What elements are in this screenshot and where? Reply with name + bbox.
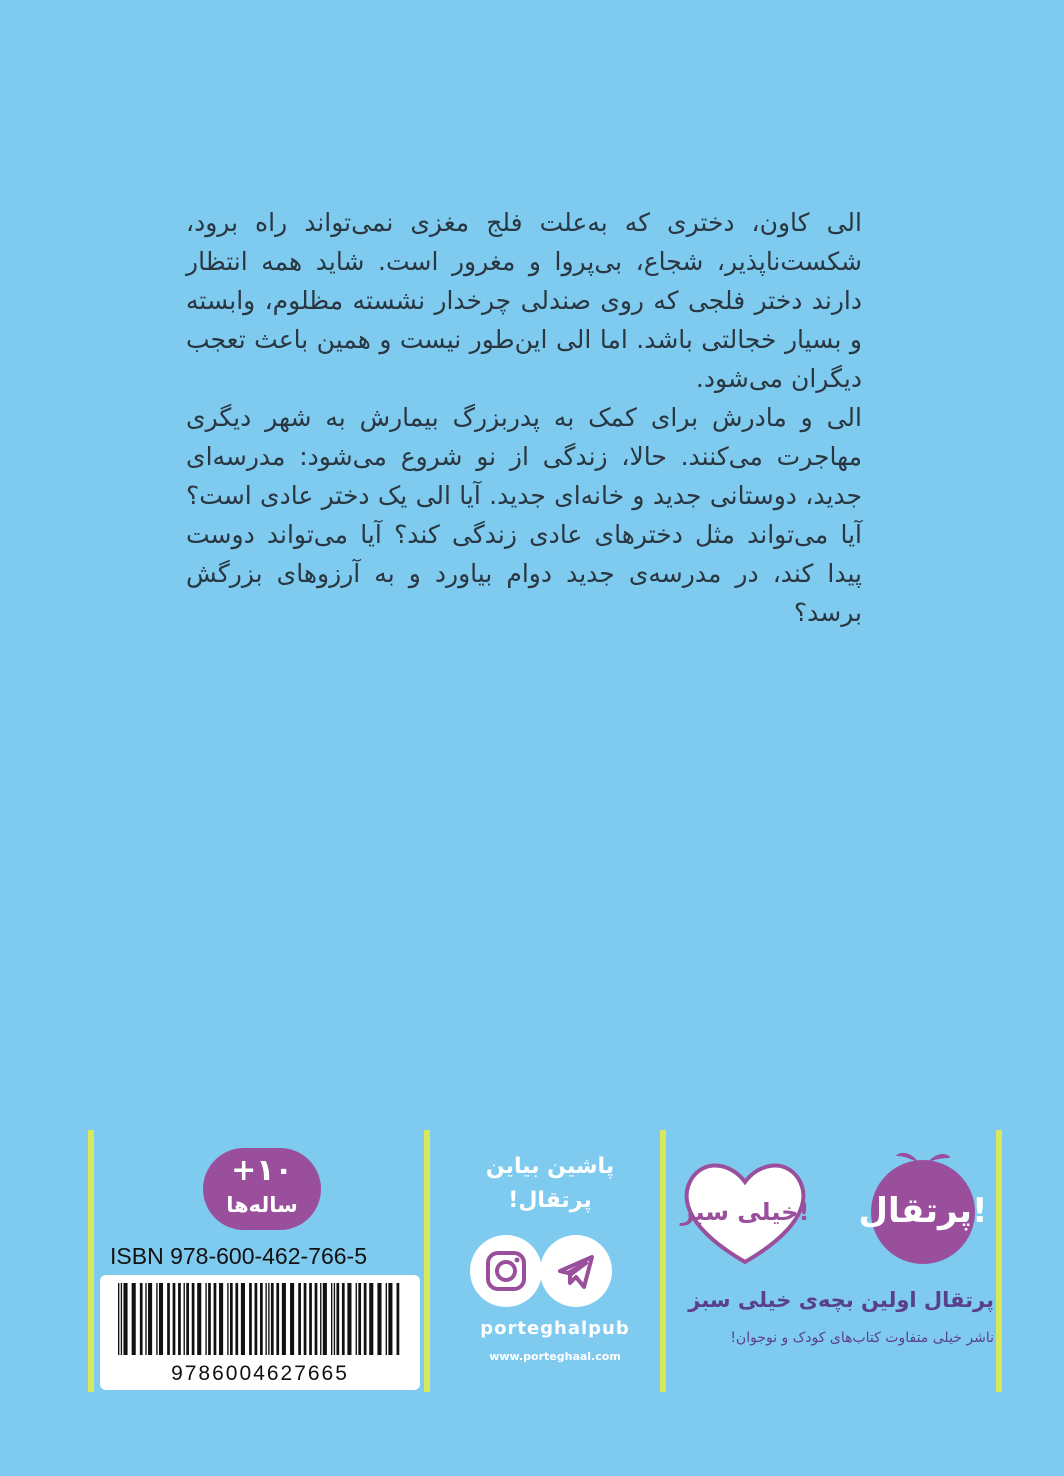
barcode-bar [186,1283,189,1355]
follow-line-1: پاشین بیاین [485,1154,615,1179]
barcode-bar [282,1283,286,1355]
barcode-bar [159,1283,163,1355]
barcode-bar [386,1283,387,1355]
telegram-icon[interactable] [540,1235,612,1307]
barcode-bar [388,1283,392,1355]
barcode-bar [145,1283,146,1355]
follow-line-2: پرتقال! [508,1188,592,1213]
barcode-bar [347,1283,351,1355]
barcode-bar [219,1283,223,1355]
barcode-bar [356,1283,357,1355]
publisher-logo [858,1150,988,1266]
barcode-bar [276,1283,279,1355]
barcode-bars [118,1283,402,1355]
age-label: ساله‌ها [226,1193,298,1217]
barcode-bar [241,1283,245,1355]
barcode-bar [323,1283,327,1355]
age-badge [203,1148,321,1230]
barcode-bar [336,1283,339,1355]
barcode-bar [320,1283,321,1355]
barcode-bar [123,1283,127,1355]
barcode-bar [167,1283,170,1355]
blurb-paragraph-1: الی کاون، دختری که به‌علت فلج مغزی نمی‌تواند راه برود، شکست‌ناپذیر، شجاع، بی‌پروا و مغرور است. شاید همه انتظار دارند دختر فلجی که روی صندلی چرخدار نشسته مظلوم، وابسته و بسیار خجالتی باشد. اما الی این‌طور نیست و همین باعث تعجب دیگران می‌شود. [186,208,862,393]
follow-text [440,1150,660,1218]
barcode-digits: 9786004627665 [171,1362,349,1385]
blurb-paragraph-2: الی و مادرش برای کمک به پدربزرگ بیمارش به شهر دیگری مهاجرت می‌کنند. حالا، زندگی از نو شروع می‌شود: مدرسه‌ای جدید، دوستانی جدید و خانه‌ای جدید. آیا الی یک دختر عادی است؟ آیا می‌تواند مثل دخترهای عادی زندگی کند؟ آیا می‌تواند دوست پیدا کند، در مدرسه‌ی جدید دوام بیاورد و به آرزوهای بزرگش برسد؟ [186,403,862,627]
isbn-label: ISBN 978-600-462-766-5 [110,1243,367,1269]
svg-text:خیلی سبز!: خیلی سبز! [680,1198,810,1226]
barcode-bar [214,1283,217,1355]
barcode-bar [331,1283,332,1355]
barcode-bar [208,1283,211,1355]
barcode-bar [230,1283,233,1355]
barcode-bar [304,1283,307,1355]
social-handle[interactable]: porteghalpub [480,1318,630,1339]
barcode-bar [298,1283,301,1355]
barcode-bar [271,1283,274,1355]
barcode-bar [397,1283,400,1355]
age-number: +۱۰ [231,1153,293,1188]
barcode-bar [178,1283,181,1355]
barcode-bar [192,1283,195,1355]
divider-bar [996,1130,1002,1392]
barcode-bar [184,1283,185,1355]
barcode-bar [334,1283,335,1355]
barcode-bar [132,1283,136,1355]
barcode-bar [265,1283,266,1355]
back-cover-blurb [186,203,862,632]
barcode-bar [121,1283,122,1355]
instagram-icon[interactable] [470,1235,542,1307]
barcode-bar [205,1283,206,1355]
publisher-slogan: پرتقال اولین بچه‌ی خیلی سبز [688,1288,994,1312]
barcode-bar [315,1283,318,1355]
barcode-bar [255,1283,258,1355]
barcode-bar [156,1283,157,1355]
divider-bar [88,1130,94,1392]
barcode-bar [342,1283,345,1355]
barcode-bar [369,1283,373,1355]
barcode-bar [268,1283,269,1355]
barcode-bar [140,1283,143,1355]
barcode-bar [227,1283,228,1355]
barcode-bar [260,1283,263,1355]
barcode-bar [173,1283,176,1355]
barcode-bar [249,1283,252,1355]
barcode-bar [309,1283,312,1355]
website-link[interactable]: www.porteghaal.com [489,1350,621,1363]
barcode-bar [364,1283,367,1355]
barcode-bar [148,1283,152,1355]
series-logo [670,1150,820,1268]
barcode-bar [235,1283,238,1355]
barcode-bar [377,1283,381,1355]
barcode-bar [118,1283,119,1355]
barcode-bar [197,1283,201,1355]
svg-text:پرتقال!: پرتقال! [858,1191,988,1231]
publisher-tagline: ناشر خیلی متفاوت کتاب‌های کودک و نوجوان! [730,1330,994,1346]
barcode [100,1275,420,1390]
barcode-bar [290,1283,294,1355]
barcode-bar [358,1283,361,1355]
